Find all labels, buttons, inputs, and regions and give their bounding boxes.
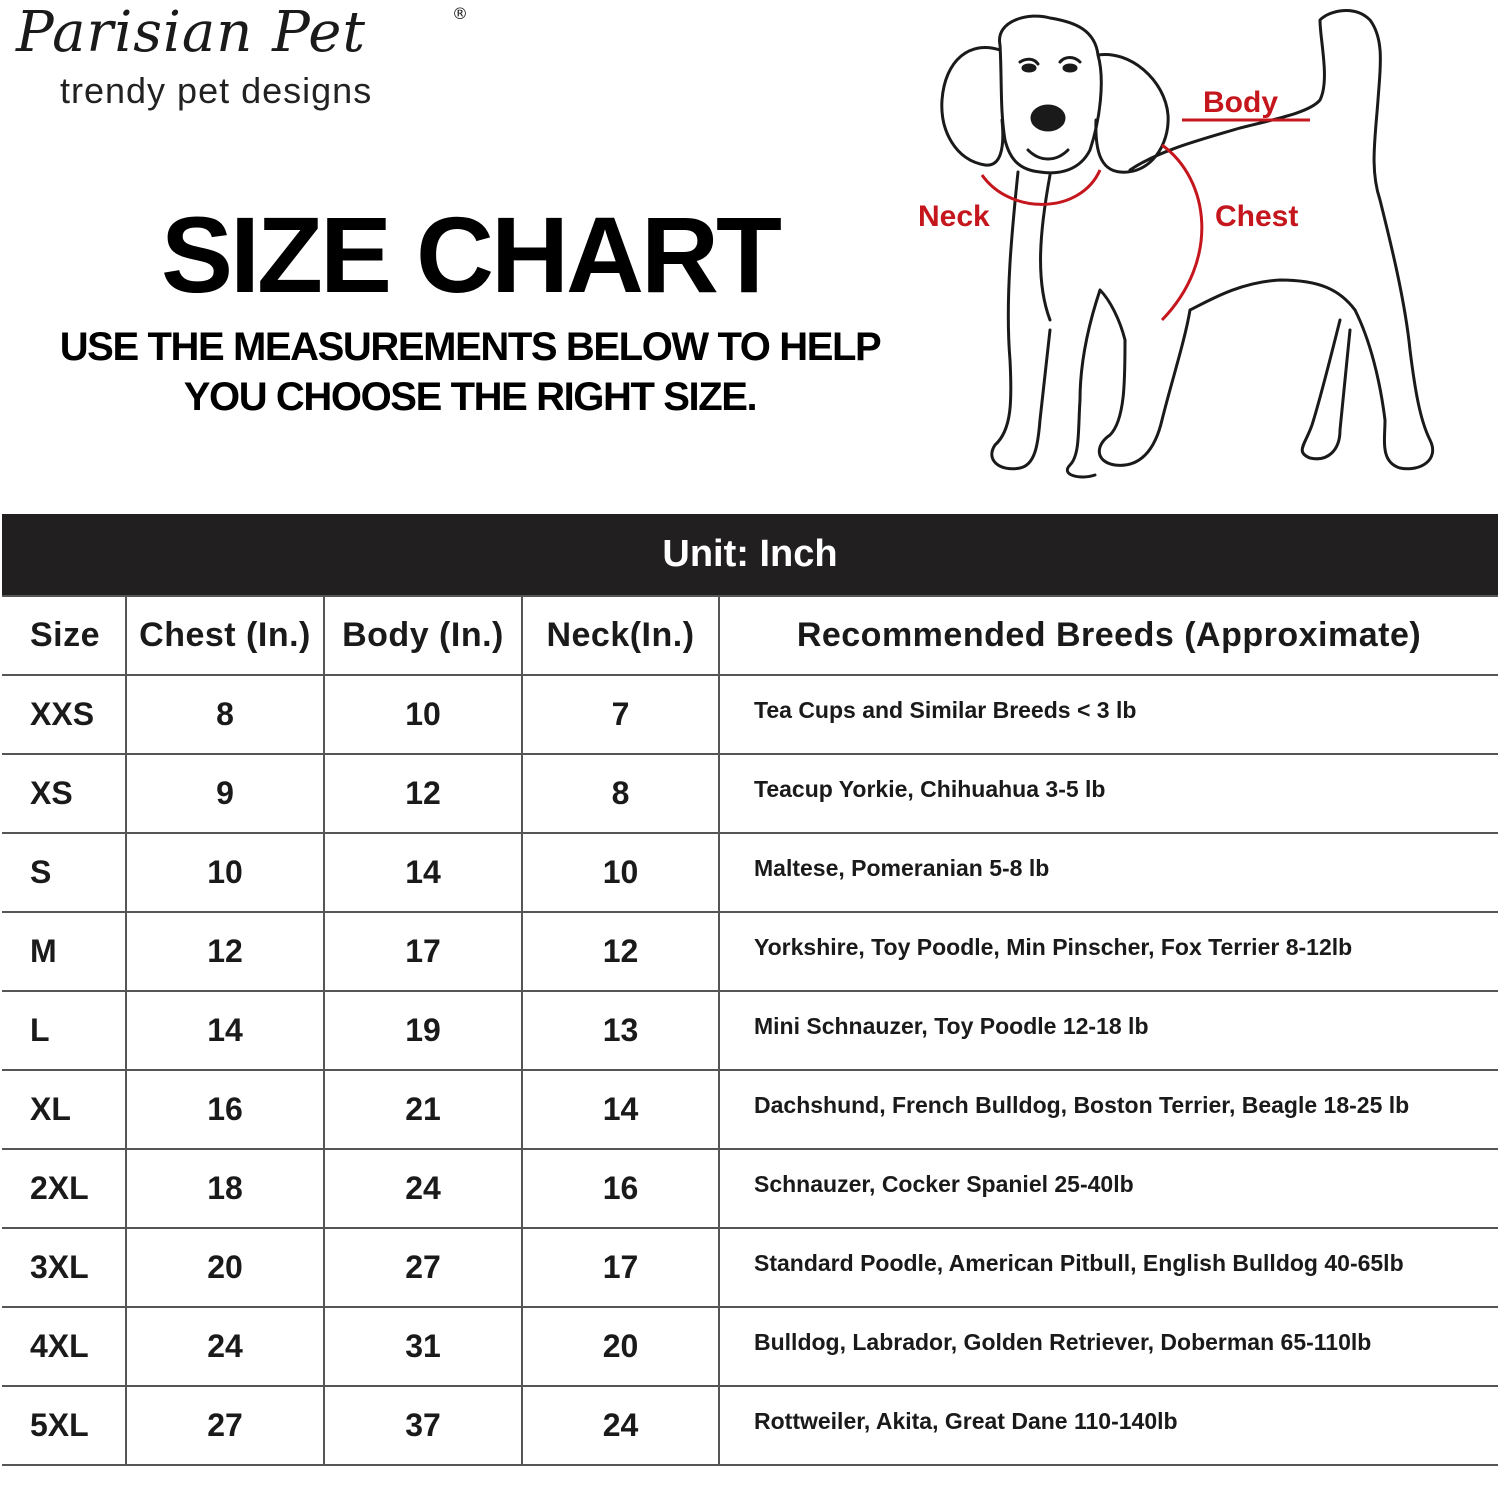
- table-row: [2, 833, 1498, 912]
- dog-illustration: [942, 11, 1433, 477]
- neck-label: Neck: [918, 200, 990, 233]
- chest-cell: 24: [126, 1307, 324, 1386]
- chest-cell: 18: [126, 1149, 324, 1228]
- breeds-text: Rottweiler, Akita, Great Dane 110-140lb: [754, 1408, 1178, 1434]
- body-cell: 24: [324, 1149, 522, 1228]
- body-cell: 37: [324, 1386, 522, 1465]
- table-row: [2, 675, 1498, 754]
- brand-tagline: trendy pet designs: [60, 70, 373, 111]
- size-cell: XS: [2, 754, 126, 833]
- size-cell: 3XL: [2, 1228, 126, 1307]
- breeds-text: Schnauzer, Cocker Spaniel 25-40lb: [754, 1171, 1134, 1197]
- brand-logo: [12, 0, 482, 115]
- breeds-text: Teacup Yorkie, Chihuahua 3-5 lb: [754, 776, 1106, 802]
- neck-cell: 20: [522, 1307, 719, 1386]
- neck-cell: 13: [522, 991, 719, 1070]
- breeds-cell: [719, 1307, 1498, 1386]
- body-cell: 17: [324, 912, 522, 991]
- breeds-cell: [719, 1070, 1498, 1149]
- neck-cell: 10: [522, 833, 719, 912]
- table-row: [2, 1149, 1498, 1228]
- size-grid: [2, 595, 1498, 1466]
- breeds-text: Standard Poodle, American Pitbull, English Bulldog 40-65lb: [754, 1250, 1404, 1276]
- breeds-cell: [719, 912, 1498, 991]
- table-row: [2, 912, 1498, 991]
- chest-cell: 20: [126, 1228, 324, 1307]
- size-cell: XXS: [2, 675, 126, 754]
- breeds-cell: [719, 1228, 1498, 1307]
- subtitle-line-1: USE THE MEASUREMENTS BELOW TO HELP: [59, 325, 881, 369]
- table-header-row: [2, 596, 1498, 675]
- table-row: [2, 754, 1498, 833]
- unit-header: Unit: Inch: [2, 514, 1498, 595]
- subtitle-line-2: YOU CHOOSE THE RIGHT SIZE.: [183, 375, 757, 419]
- registered-mark: ®: [452, 4, 468, 23]
- chest-cell: 16: [126, 1070, 324, 1149]
- table-row: [2, 1386, 1498, 1465]
- neck-cell: 7: [522, 675, 719, 754]
- body-cell: 10: [324, 675, 522, 754]
- size-cell: M: [2, 912, 126, 991]
- breeds-cell: [719, 675, 1498, 754]
- breeds-text: Bulldog, Labrador, Golden Retriever, Doberman 65-110lb: [754, 1329, 1372, 1355]
- table-row: [2, 991, 1498, 1070]
- size-table: [2, 514, 1498, 1466]
- size-cell: XL: [2, 1070, 126, 1149]
- page-subtitle: [0, 322, 940, 422]
- breeds-cell: [719, 1386, 1498, 1465]
- body-cell: 31: [324, 1307, 522, 1386]
- body-cell: 19: [324, 991, 522, 1070]
- body-cell: 12: [324, 754, 522, 833]
- chest-cell: 10: [126, 833, 324, 912]
- neck-cell: 24: [522, 1386, 719, 1465]
- chest-label: Chest: [1215, 200, 1299, 233]
- size-cell: 5XL: [2, 1386, 126, 1465]
- body-label: Body: [1203, 86, 1278, 119]
- size-cell: S: [2, 833, 126, 912]
- chest-cell: 27: [126, 1386, 324, 1465]
- breeds-cell: [719, 1149, 1498, 1228]
- chest-cell: 12: [126, 912, 324, 991]
- chest-cell: 14: [126, 991, 324, 1070]
- brand-name: Parisian Pet: [16, 0, 366, 65]
- neck-cell: 12: [522, 912, 719, 991]
- table-row: [2, 1070, 1498, 1149]
- breeds-cell: [719, 754, 1498, 833]
- breeds-cell: [719, 991, 1498, 1070]
- breeds-text: Yorkshire, Toy Poodle, Min Pinscher, Fox Terrier 8-12lb: [754, 934, 1353, 960]
- size-cell: L: [2, 991, 126, 1070]
- dog-measurement-diagram: [900, 0, 1500, 495]
- breeds-text: Dachshund, French Bulldog, Boston Terrier, Beagle 18-25 lb: [754, 1092, 1410, 1118]
- header-chest: Chest (In.): [126, 596, 324, 675]
- size-cell: 4XL: [2, 1307, 126, 1386]
- breeds-text: Maltese, Pomeranian 5-8 lb: [754, 855, 1050, 881]
- table-row: [2, 1307, 1498, 1386]
- breeds-cell: [719, 833, 1498, 912]
- table-row: [2, 1228, 1498, 1307]
- neck-cell: 8: [522, 754, 719, 833]
- body-cell: 14: [324, 833, 522, 912]
- size-cell: 2XL: [2, 1149, 126, 1228]
- neck-cell: 17: [522, 1228, 719, 1307]
- page-title: SIZE CHART: [161, 194, 779, 315]
- header-neck: Neck(In.): [522, 596, 719, 675]
- header-body: Body (In.): [324, 596, 522, 675]
- header-size: Size: [2, 596, 126, 675]
- chest-cell: 8: [126, 675, 324, 754]
- table-body: [2, 675, 1498, 1465]
- breeds-text: Tea Cups and Similar Breeds < 3 lb: [754, 697, 1137, 723]
- body-cell: 21: [324, 1070, 522, 1149]
- header-breeds: Recommended Breeds (Approximate): [719, 596, 1498, 675]
- body-cell: 27: [324, 1228, 522, 1307]
- breeds-text: Mini Schnauzer, Toy Poodle 12-18 lb: [754, 1013, 1149, 1039]
- neck-cell: 16: [522, 1149, 719, 1228]
- chest-cell: 9: [126, 754, 324, 833]
- neck-cell: 14: [522, 1070, 719, 1149]
